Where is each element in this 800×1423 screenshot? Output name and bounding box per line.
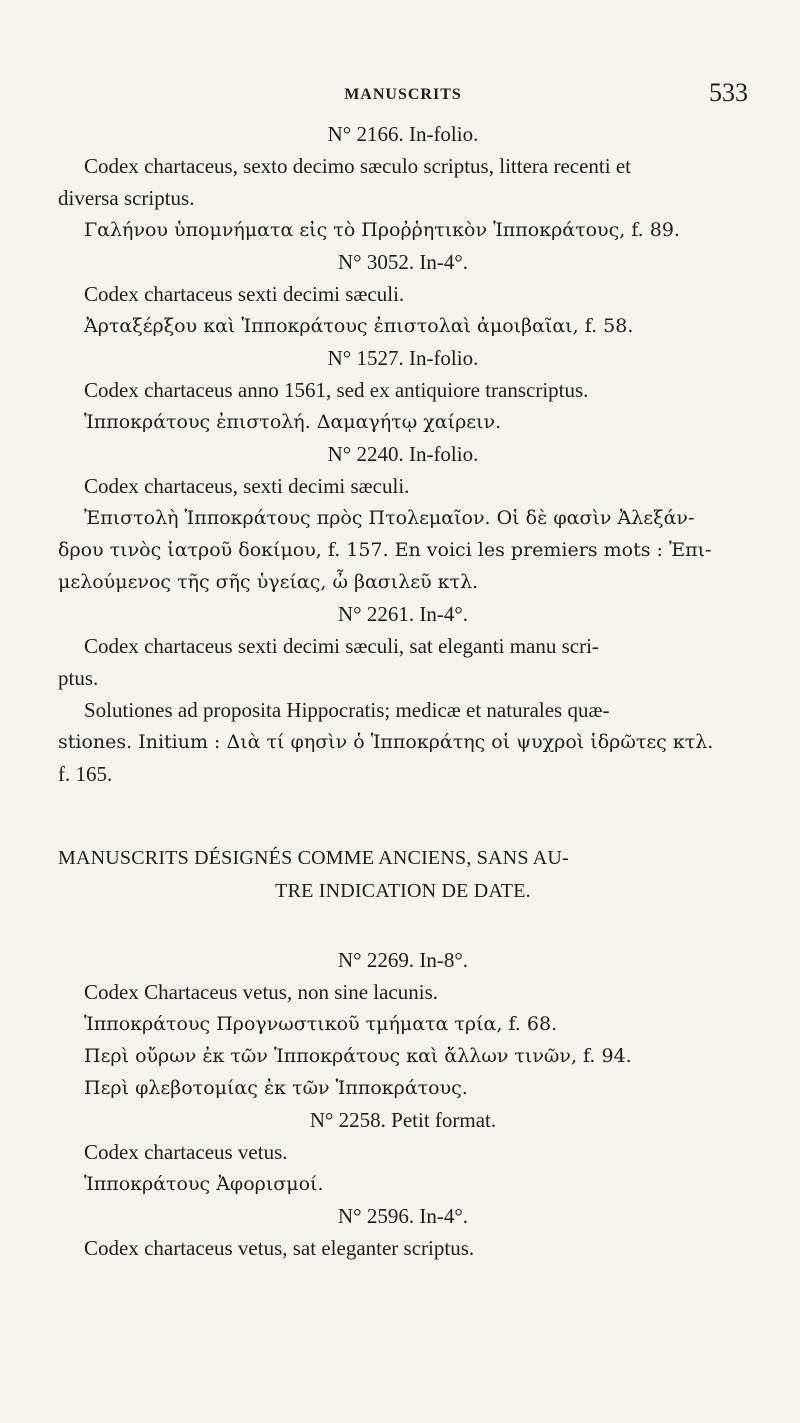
entry-heading: N° 2166. In-folio.: [327, 122, 479, 146]
entry-contents: Solutiones ad proposita Hippocratis; medicæ et naturales quæ-: [84, 698, 610, 722]
manuscript-entry-2240: [58, 438, 748, 598]
entry-contents: Γαλήνου ὑπομνήματα εἰς τὸ Προῤῥητικὸν Ἱπποκράτους, f. 89.: [84, 219, 680, 241]
entry-contents-cont: f. 165.: [58, 762, 113, 786]
manuscript-entry-2166: [58, 118, 748, 246]
entry-heading: N° 2596. In-4°.: [338, 1204, 468, 1228]
entry-description-cont: diversa scriptus.: [58, 186, 195, 210]
entry-contents-cont: stiones. Initium : Διὰ τί φησὶν ὁ Ἱπποκράτης οἱ ψυχροὶ ἱδρῶτες κτλ.: [58, 731, 714, 753]
entry-contents-cont: μελούμενος τῆς σῆς ὑγείας, ὦ βασιλεῦ κτλ.: [58, 571, 479, 593]
page: [58, 78, 748, 1264]
entry-description: Codex chartaceus, sexti decimi sæculi.: [84, 474, 410, 498]
section-heading-line: TRE INDICATION DE DATE.: [275, 880, 531, 902]
entry-description: Codex chartaceus, sexto decimo sæculo scriptus, littera recenti et: [84, 154, 631, 178]
entry-contents: Περὶ φλεβοτομίας ἐκ τῶν Ἱπποκράτους.: [84, 1077, 468, 1099]
entry-description: Codex chartaceus anno 1561, sed ex antiquiore transcriptus.: [84, 378, 589, 402]
entry-description: Codex chartaceus sexti decimi sæculi.: [84, 282, 405, 306]
entry-description: Codex chartaceus sexti decimi sæculi, sat eleganti manu scri-: [84, 634, 599, 658]
entry-heading: N° 2240. In-folio.: [327, 442, 479, 466]
manuscript-entry-2261: [58, 598, 748, 790]
manuscript-entry-1527: [58, 342, 748, 438]
entry-heading: N° 2261. In-4°.: [338, 602, 468, 626]
entry-contents: Ἐπιστολὴ Ἱπποκράτους πρὸς Πτολεμαῖον. Οἱ δὲ φασὶν Ἀλεξάν-: [84, 507, 695, 529]
manuscript-entry-2258: [58, 1104, 748, 1200]
page-number: 533: [709, 78, 748, 107]
entry-contents: Ἀρταξέρξου καὶ Ἱπποκράτους ἐπιστολαὶ ἀμοιβαῖαι, f. 58.: [84, 315, 634, 337]
entry-description: Codex Chartaceus vetus, non sine lacunis.: [84, 980, 439, 1004]
entry-description: Codex chartaceus vetus.: [84, 1140, 288, 1164]
running-header: [58, 78, 748, 118]
entry-contents: Ἱπποκράτους ἐπιστολή. Δαμαγήτῳ χαίρειν.: [84, 411, 502, 433]
entry-heading: N° 1527. In-folio.: [327, 346, 479, 370]
entry-contents: Ἱπποκράτους Ἀφορισμοί.: [84, 1173, 324, 1195]
entry-description-cont: ptus.: [58, 666, 99, 690]
running-title: MANUSCRITS: [344, 86, 462, 103]
section-heading-line: MANUSCRITS DÉSIGNÉS COMME ANCIENS, SANS AU-: [58, 847, 569, 869]
entry-heading: N° 2258. Petit format.: [309, 1108, 497, 1132]
entry-contents-cont: δρου τινὸς ἰατροῦ δοκίμου, f. 157. En voici les premiers mots : Ἐπι-: [58, 539, 712, 561]
manuscript-entry-3052: [58, 246, 748, 342]
entry-heading: N° 3052. In-4°.: [338, 250, 468, 274]
manuscript-entry-2596: [58, 1200, 748, 1264]
entry-description: Codex chartaceus vetus, sat eleganter scriptus.: [84, 1236, 475, 1260]
manuscript-entry-2269: [58, 944, 748, 1104]
entry-contents: Περὶ οὔρων ἐκ τῶν Ἱπποκράτους καὶ ἄλλων τινῶν, f. 94.: [84, 1045, 632, 1067]
section-heading: [58, 842, 748, 908]
entry-heading: N° 2269. In-8°.: [338, 948, 468, 972]
entry-contents: Ἱπποκράτους Προγνωστικοῦ τμήματα τρία, f. 68.: [84, 1013, 558, 1035]
